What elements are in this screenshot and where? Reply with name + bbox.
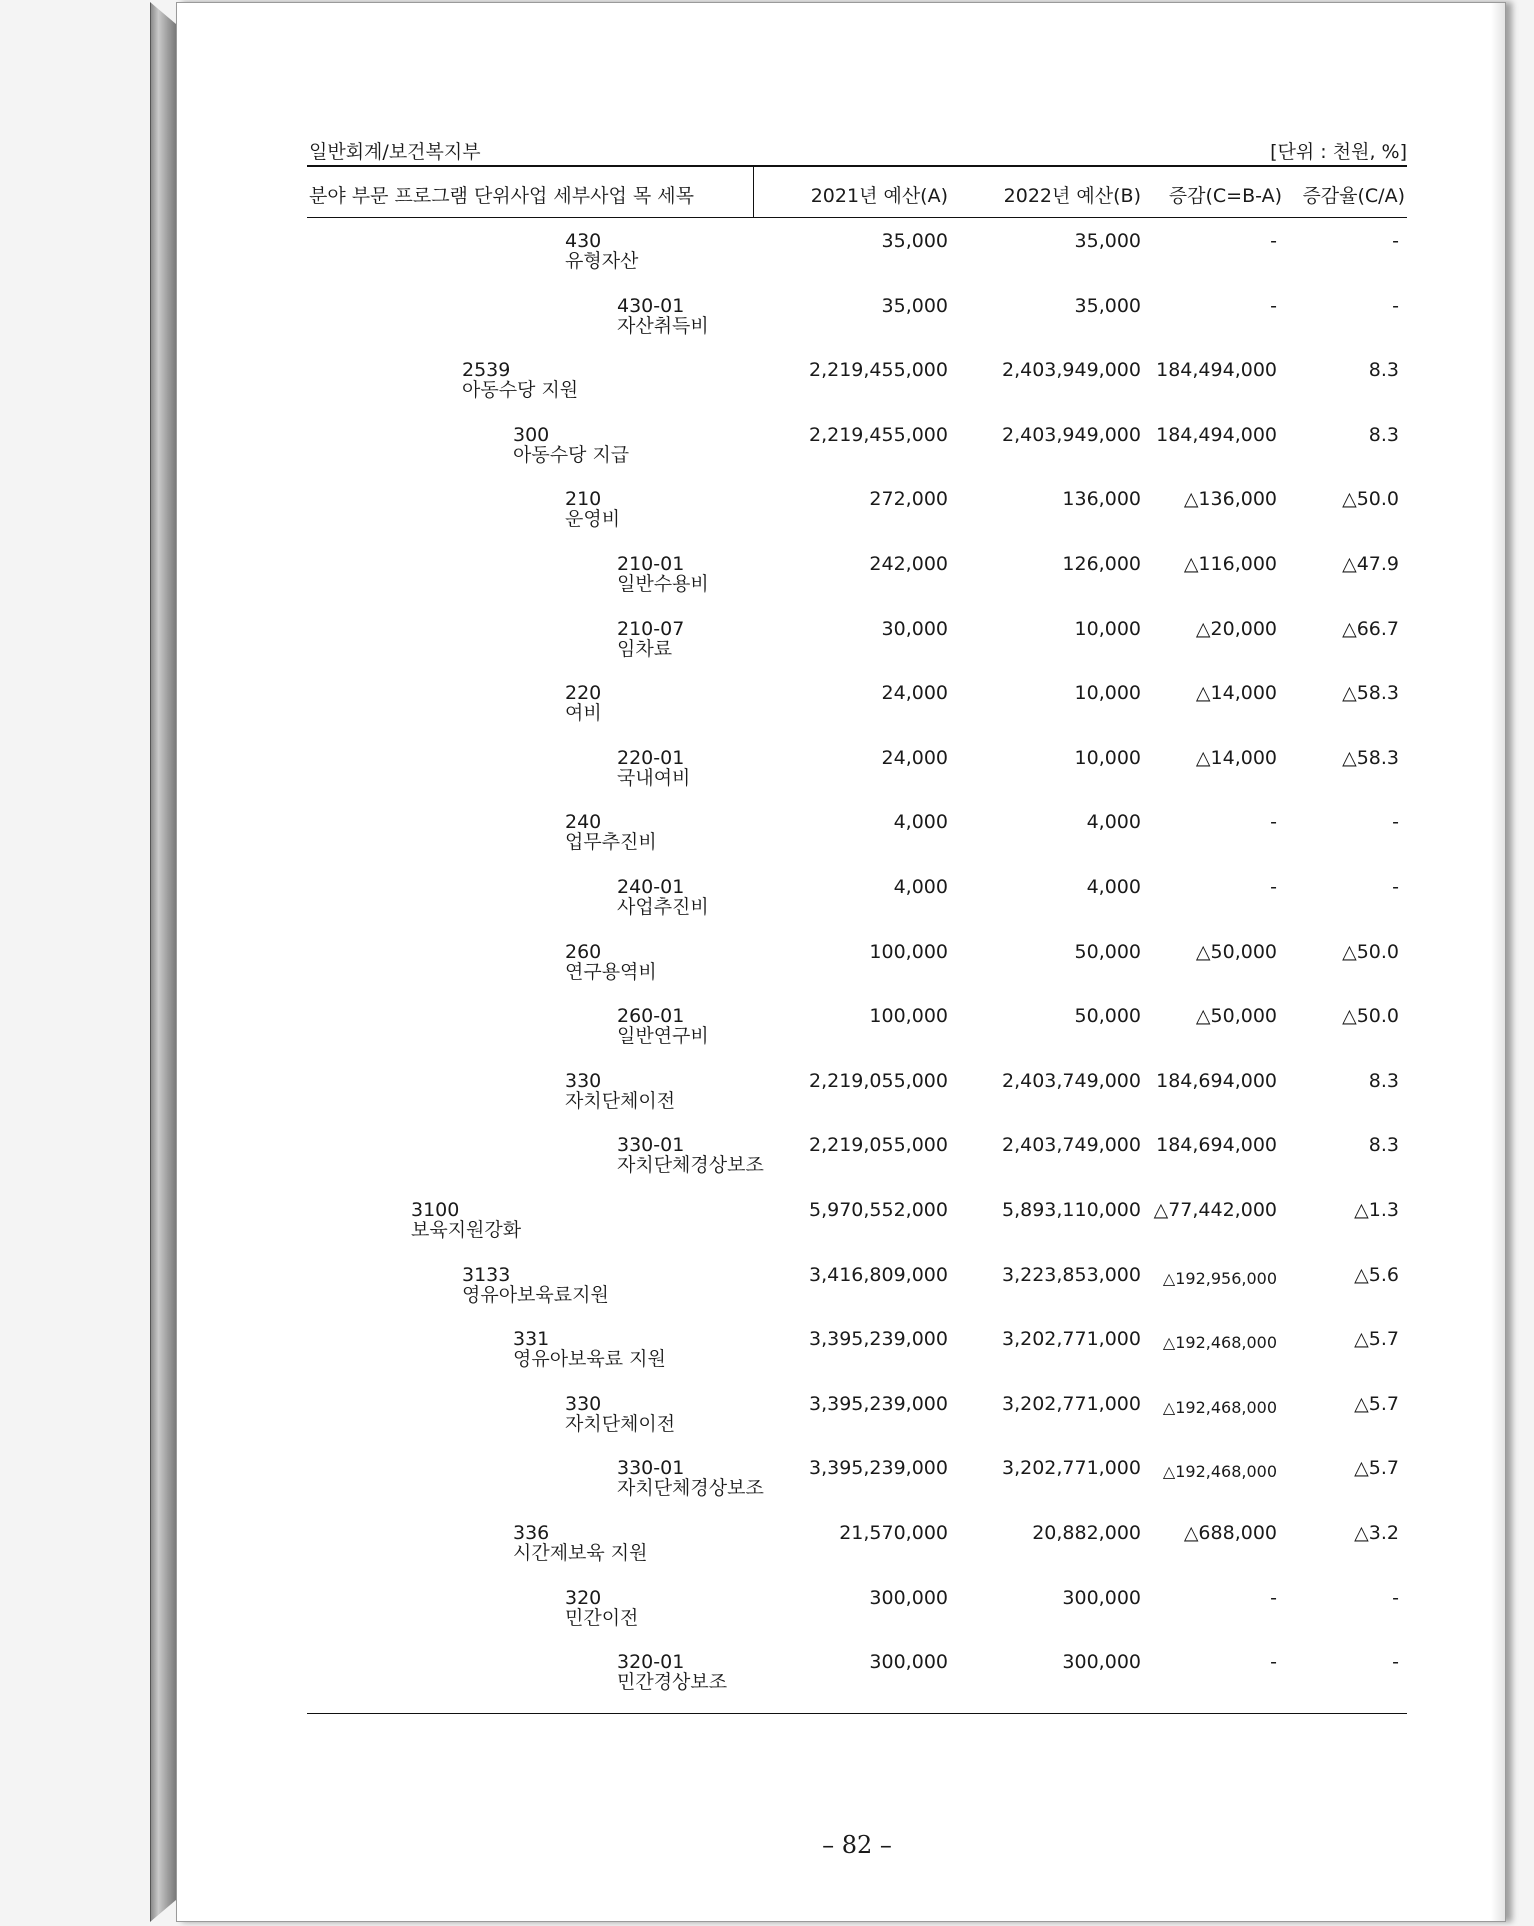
item-code: 320-01 <box>617 1651 685 1674</box>
change-rate-value: △47.9 <box>1342 553 1399 575</box>
table-row <box>307 942 1407 1006</box>
item-name: 자치단체이전 <box>565 1412 676 1435</box>
table-row <box>307 425 1407 489</box>
table-row <box>307 554 1407 618</box>
table-row <box>307 1329 1407 1393</box>
budget-2022-value: 10,000 <box>1074 682 1141 705</box>
item-code: 3133 <box>462 1263 511 1286</box>
item-code: 430-01 <box>617 294 685 317</box>
table-row <box>307 1523 1407 1587</box>
table-top-rule <box>307 165 1407 167</box>
change-value: - <box>1270 230 1277 252</box>
item-code: 331 <box>513 1328 550 1351</box>
change-value: △192,956,000 <box>1162 1268 1277 1288</box>
budget-2021-value: 24,000 <box>881 682 948 705</box>
item-name: 유형자산 <box>565 250 639 272</box>
change-value: △14,000 <box>1195 746 1277 769</box>
change-value: 184,494,000 <box>1156 423 1277 446</box>
item-name: 운영비 <box>565 508 621 531</box>
item-name: 영유아보육료 지원 <box>513 1348 666 1371</box>
change-rate-value: 8.3 <box>1368 423 1399 446</box>
change-rate-value: - <box>1392 294 1399 317</box>
spine-corner-top <box>150 2 176 24</box>
change-rate-value: △58.3 <box>1342 682 1399 705</box>
table-row <box>307 877 1407 941</box>
item-name: 연구용역비 <box>565 960 657 983</box>
item-code: 430 <box>565 230 602 252</box>
item-name: 자치단체이전 <box>565 1089 676 1112</box>
change-rate-value: 8.3 <box>1368 1069 1399 1092</box>
budget-2021-value: 4,000 <box>893 811 948 834</box>
budget-2022-value: 4,000 <box>1086 811 1141 834</box>
table-row <box>307 1135 1407 1199</box>
change-value: 184,694,000 <box>1156 1069 1277 1092</box>
budget-2022-value: 50,000 <box>1074 940 1141 963</box>
budget-2022-value: 3,202,771,000 <box>1001 1392 1141 1415</box>
item-code: 210 <box>565 488 602 511</box>
item-name: 업무추진비 <box>565 831 657 854</box>
change-value: △50,000 <box>1195 1005 1277 1028</box>
item-code: 330-01 <box>617 1457 685 1480</box>
item-code: 2539 <box>462 359 511 382</box>
table-bottom-rule <box>307 1713 1407 1714</box>
budget-2021-value: 3,395,239,000 <box>808 1457 948 1480</box>
change-value: △192,468,000 <box>1162 1333 1277 1353</box>
change-rate-value: △5.6 <box>1354 1263 1399 1286</box>
item-name: 사업추진비 <box>617 896 709 918</box>
table-row <box>307 1006 1407 1070</box>
budget-2021-value: 2,219,055,000 <box>808 1134 948 1157</box>
change-rate-value: - <box>1392 1651 1399 1674</box>
page-number: – 82 – <box>822 1831 892 1859</box>
change-rate-value: 8.3 <box>1368 359 1399 382</box>
budget-2022-value: 35,000 <box>1074 230 1141 252</box>
item-code: 240 <box>565 811 602 834</box>
budget-2022-value: 300,000 <box>1062 1651 1141 1674</box>
item-name: 시간제보육 지원 <box>513 1542 648 1564</box>
table-row <box>307 619 1407 683</box>
spine-corner-bottom <box>150 1900 176 1922</box>
budget-2022-value: 10,000 <box>1074 746 1141 769</box>
item-name: 민간이전 <box>565 1606 639 1629</box>
budget-2022-value: 300,000 <box>1062 1586 1141 1609</box>
budget-2021-value: 21,570,000 <box>839 1522 948 1544</box>
item-code: 210-01 <box>617 553 685 575</box>
change-rate-value: △5.7 <box>1354 1328 1399 1351</box>
unit-label: [단위 : 천원, %] <box>1270 141 1407 163</box>
item-code: 320 <box>565 1586 602 1609</box>
item-name: 자치단체경상보조 <box>617 1154 764 1177</box>
table-row <box>307 748 1407 812</box>
change-value: △192,468,000 <box>1162 1397 1277 1417</box>
change-rate-value: △5.7 <box>1354 1392 1399 1415</box>
budget-2022-value: 2,403,949,000 <box>1001 423 1141 446</box>
budget-2021-value: 4,000 <box>893 876 948 898</box>
item-code: 330 <box>565 1069 602 1092</box>
section-title: 일반회계/보건복지부 <box>309 141 481 163</box>
change-rate-value: - <box>1392 876 1399 898</box>
change-value: △20,000 <box>1195 617 1277 640</box>
budget-2021-value: 24,000 <box>881 746 948 769</box>
document-page <box>176 2 1506 1922</box>
item-name: 국내여비 <box>617 766 691 789</box>
budget-2022-value: 3,202,771,000 <box>1001 1328 1141 1351</box>
column-header-budget-2021: 2021년 예산(A) <box>810 185 948 207</box>
change-value: - <box>1270 1651 1277 1674</box>
budget-2022-value: 2,403,749,000 <box>1001 1134 1141 1157</box>
item-name: 자산취득비 <box>617 314 709 337</box>
budget-2022-value: 20,882,000 <box>1032 1522 1141 1544</box>
budget-2021-value: 272,000 <box>869 488 948 511</box>
item-name: 영유아보육료지원 <box>462 1283 609 1306</box>
change-value: - <box>1270 811 1277 834</box>
change-value: 184,694,000 <box>1156 1134 1277 1157</box>
table-row <box>307 1265 1407 1329</box>
book-spine <box>150 2 176 1922</box>
budget-2022-value: 35,000 <box>1074 294 1141 317</box>
budget-2021-value: 2,219,455,000 <box>808 359 948 382</box>
item-name: 자치단체경상보조 <box>617 1477 764 1500</box>
table-row <box>307 296 1407 360</box>
budget-2021-value: 35,000 <box>881 230 948 252</box>
budget-2022-value: 50,000 <box>1074 1005 1141 1028</box>
item-name: 일반연구비 <box>617 1025 709 1048</box>
budget-2022-value: 5,893,110,000 <box>1001 1199 1141 1221</box>
item-code: 260-01 <box>617 1005 685 1028</box>
budget-2021-value: 242,000 <box>869 553 948 575</box>
item-code: 220 <box>565 682 602 705</box>
budget-2021-value: 30,000 <box>881 617 948 640</box>
change-rate-value: △58.3 <box>1342 746 1399 769</box>
change-rate-value: - <box>1392 811 1399 834</box>
change-value: - <box>1270 1586 1277 1609</box>
budget-2021-value: 2,219,055,000 <box>808 1069 948 1092</box>
table-row <box>307 683 1407 747</box>
budget-2022-value: 3,223,853,000 <box>1001 1263 1141 1286</box>
change-value: △77,442,000 <box>1153 1199 1277 1221</box>
column-header-budget-2022: 2022년 예산(B) <box>1003 185 1141 207</box>
change-value: △50,000 <box>1195 940 1277 963</box>
page-edge <box>1491 3 1505 1921</box>
item-code: 260 <box>565 940 602 963</box>
change-value: - <box>1270 876 1277 898</box>
budget-2021-value: 300,000 <box>869 1586 948 1609</box>
table-row <box>307 1394 1407 1458</box>
budget-2022-value: 3,202,771,000 <box>1001 1457 1141 1480</box>
change-rate-value: △50.0 <box>1342 488 1399 511</box>
table-header-rule <box>307 217 1407 218</box>
change-value: 184,494,000 <box>1156 359 1277 382</box>
table-row <box>307 1588 1407 1652</box>
budget-2021-value: 300,000 <box>869 1651 948 1674</box>
change-value: △688,000 <box>1183 1522 1277 1544</box>
budget-2022-value: 10,000 <box>1074 617 1141 640</box>
table-row <box>307 1071 1407 1135</box>
book <box>150 2 1520 1922</box>
item-name: 임차료 <box>617 637 673 660</box>
change-rate-value: △50.0 <box>1342 940 1399 963</box>
change-value: △136,000 <box>1183 488 1277 511</box>
budget-2021-value: 2,219,455,000 <box>808 423 948 446</box>
change-rate-value: - <box>1392 1586 1399 1609</box>
item-name: 여비 <box>565 702 602 725</box>
item-code: 330 <box>565 1392 602 1415</box>
change-rate-value: △3.2 <box>1354 1522 1399 1544</box>
item-name: 민간경상보조 <box>617 1671 728 1694</box>
item-name: 일반수용비 <box>617 573 709 595</box>
budget-2022-value: 4,000 <box>1086 876 1141 898</box>
change-rate-value: - <box>1392 230 1399 252</box>
budget-2021-value: 3,395,239,000 <box>808 1328 948 1351</box>
change-value: △116,000 <box>1183 553 1277 575</box>
budget-2021-value: 3,416,809,000 <box>808 1263 948 1286</box>
change-rate-value: △50.0 <box>1342 1005 1399 1028</box>
change-value: △14,000 <box>1195 682 1277 705</box>
table-row <box>307 1458 1407 1522</box>
table-row <box>307 812 1407 876</box>
budget-2021-value: 35,000 <box>881 294 948 317</box>
budget-2021-value: 5,970,552,000 <box>808 1199 948 1221</box>
change-value: - <box>1270 294 1277 317</box>
item-name: 보육지원강화 <box>411 1219 522 1241</box>
budget-2022-value: 2,403,949,000 <box>1001 359 1141 382</box>
change-rate-value: 8.3 <box>1368 1134 1399 1157</box>
column-header-tree: 분야 부문 프로그램 단위사업 세부사업 목 세목 <box>309 185 694 207</box>
item-name: 아동수당 지급 <box>513 443 630 466</box>
change-rate-value: △66.7 <box>1342 617 1399 640</box>
item-code: 3100 <box>411 1199 460 1221</box>
column-header-change: 증감(C=B-A) <box>1168 185 1282 207</box>
budget-2022-value: 2,403,749,000 <box>1001 1069 1141 1092</box>
item-code: 300 <box>513 423 550 446</box>
change-value: △192,468,000 <box>1162 1462 1277 1482</box>
header-column-divider <box>753 167 754 217</box>
item-code: 330-01 <box>617 1134 685 1157</box>
item-code: 220-01 <box>617 746 685 769</box>
change-rate-value: △5.7 <box>1354 1457 1399 1480</box>
item-code: 240-01 <box>617 876 685 898</box>
table-row <box>307 1200 1407 1264</box>
change-rate-value: △1.3 <box>1354 1199 1399 1221</box>
item-code: 336 <box>513 1522 550 1544</box>
table-row <box>307 231 1407 295</box>
budget-2021-value: 3,395,239,000 <box>808 1392 948 1415</box>
table-row <box>307 489 1407 553</box>
column-header-change-rate: 증감율(C/A) <box>1302 185 1405 207</box>
budget-2022-value: 136,000 <box>1062 488 1141 511</box>
table-row <box>307 360 1407 424</box>
item-name: 아동수당 지원 <box>462 379 579 402</box>
budget-2021-value: 100,000 <box>869 1005 948 1028</box>
budget-2021-value: 100,000 <box>869 940 948 963</box>
item-code: 210-07 <box>617 617 685 640</box>
table-row <box>307 1652 1407 1716</box>
budget-2022-value: 126,000 <box>1062 553 1141 575</box>
